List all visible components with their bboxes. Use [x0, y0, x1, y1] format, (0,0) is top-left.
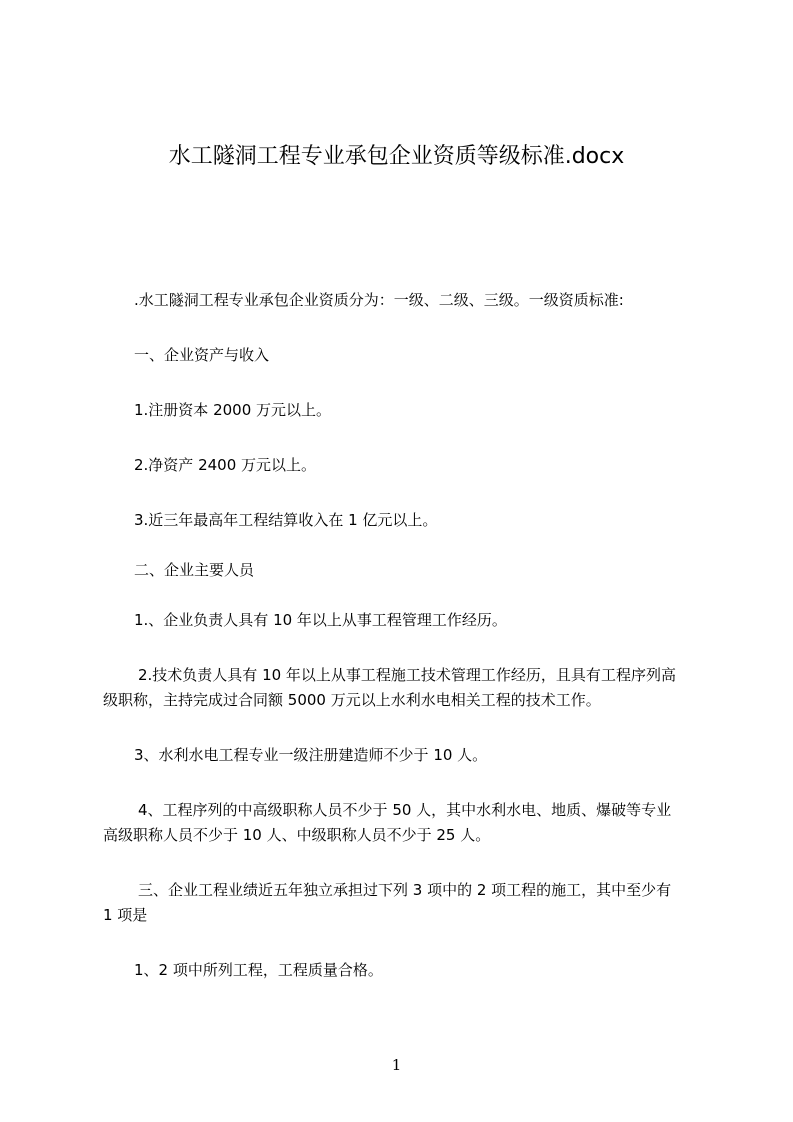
- list-item-continuation: 高级职称人员不少于 10 人、中级职称人员不少于 25 人。: [103, 826, 491, 844]
- list-item: 1、2 项中所列工程，工程质量合格。: [134, 961, 383, 979]
- list-item: 1.注册资本 2000 万元以上。: [134, 401, 332, 419]
- list-item: 1.、企业负责人具有 10 年以上从事工程管理工作经历。: [134, 611, 507, 629]
- list-item: 3、水利水电工程专业一级注册建造师不少于 10 人。: [134, 746, 488, 764]
- section-heading-continuation: 1 项是: [103, 906, 148, 924]
- section-heading-assets: 一、企业资产与收入: [134, 346, 270, 364]
- section-heading-performance: 三、企业工程业绩近五年独立承担过下列 3 项中的 2 项工程的施工，其中至少有: [138, 881, 672, 899]
- section-heading-personnel: 二、企业主要人员: [134, 561, 255, 579]
- paragraph-intro: .水工隧洞工程专业承包企业资质分为：一级、二级、三级。一级资质标准:: [134, 291, 624, 309]
- list-item: 3.近三年最高年工程结算收入在 1 亿元以上。: [134, 511, 438, 529]
- list-item-continuation: 级职称，主持完成过合同额 5000 万元以上水利水电相关工程的技术工作。: [103, 691, 601, 709]
- list-item: 2.净资产 2400 万元以上。: [134, 456, 317, 474]
- page-number: 1: [391, 1056, 402, 1074]
- document-title: 水工隧洞工程专业承包企业资质等级标准.docx: [168, 144, 625, 169]
- list-item: 2.技术负责人具有 10 年以上从事工程施工技术管理工作经历，且具有工程序列高: [138, 666, 676, 684]
- list-item: 4、工程序列的中高级职称人员不少于 50 人，其中水利水电、地质、爆破等专业: [138, 801, 672, 819]
